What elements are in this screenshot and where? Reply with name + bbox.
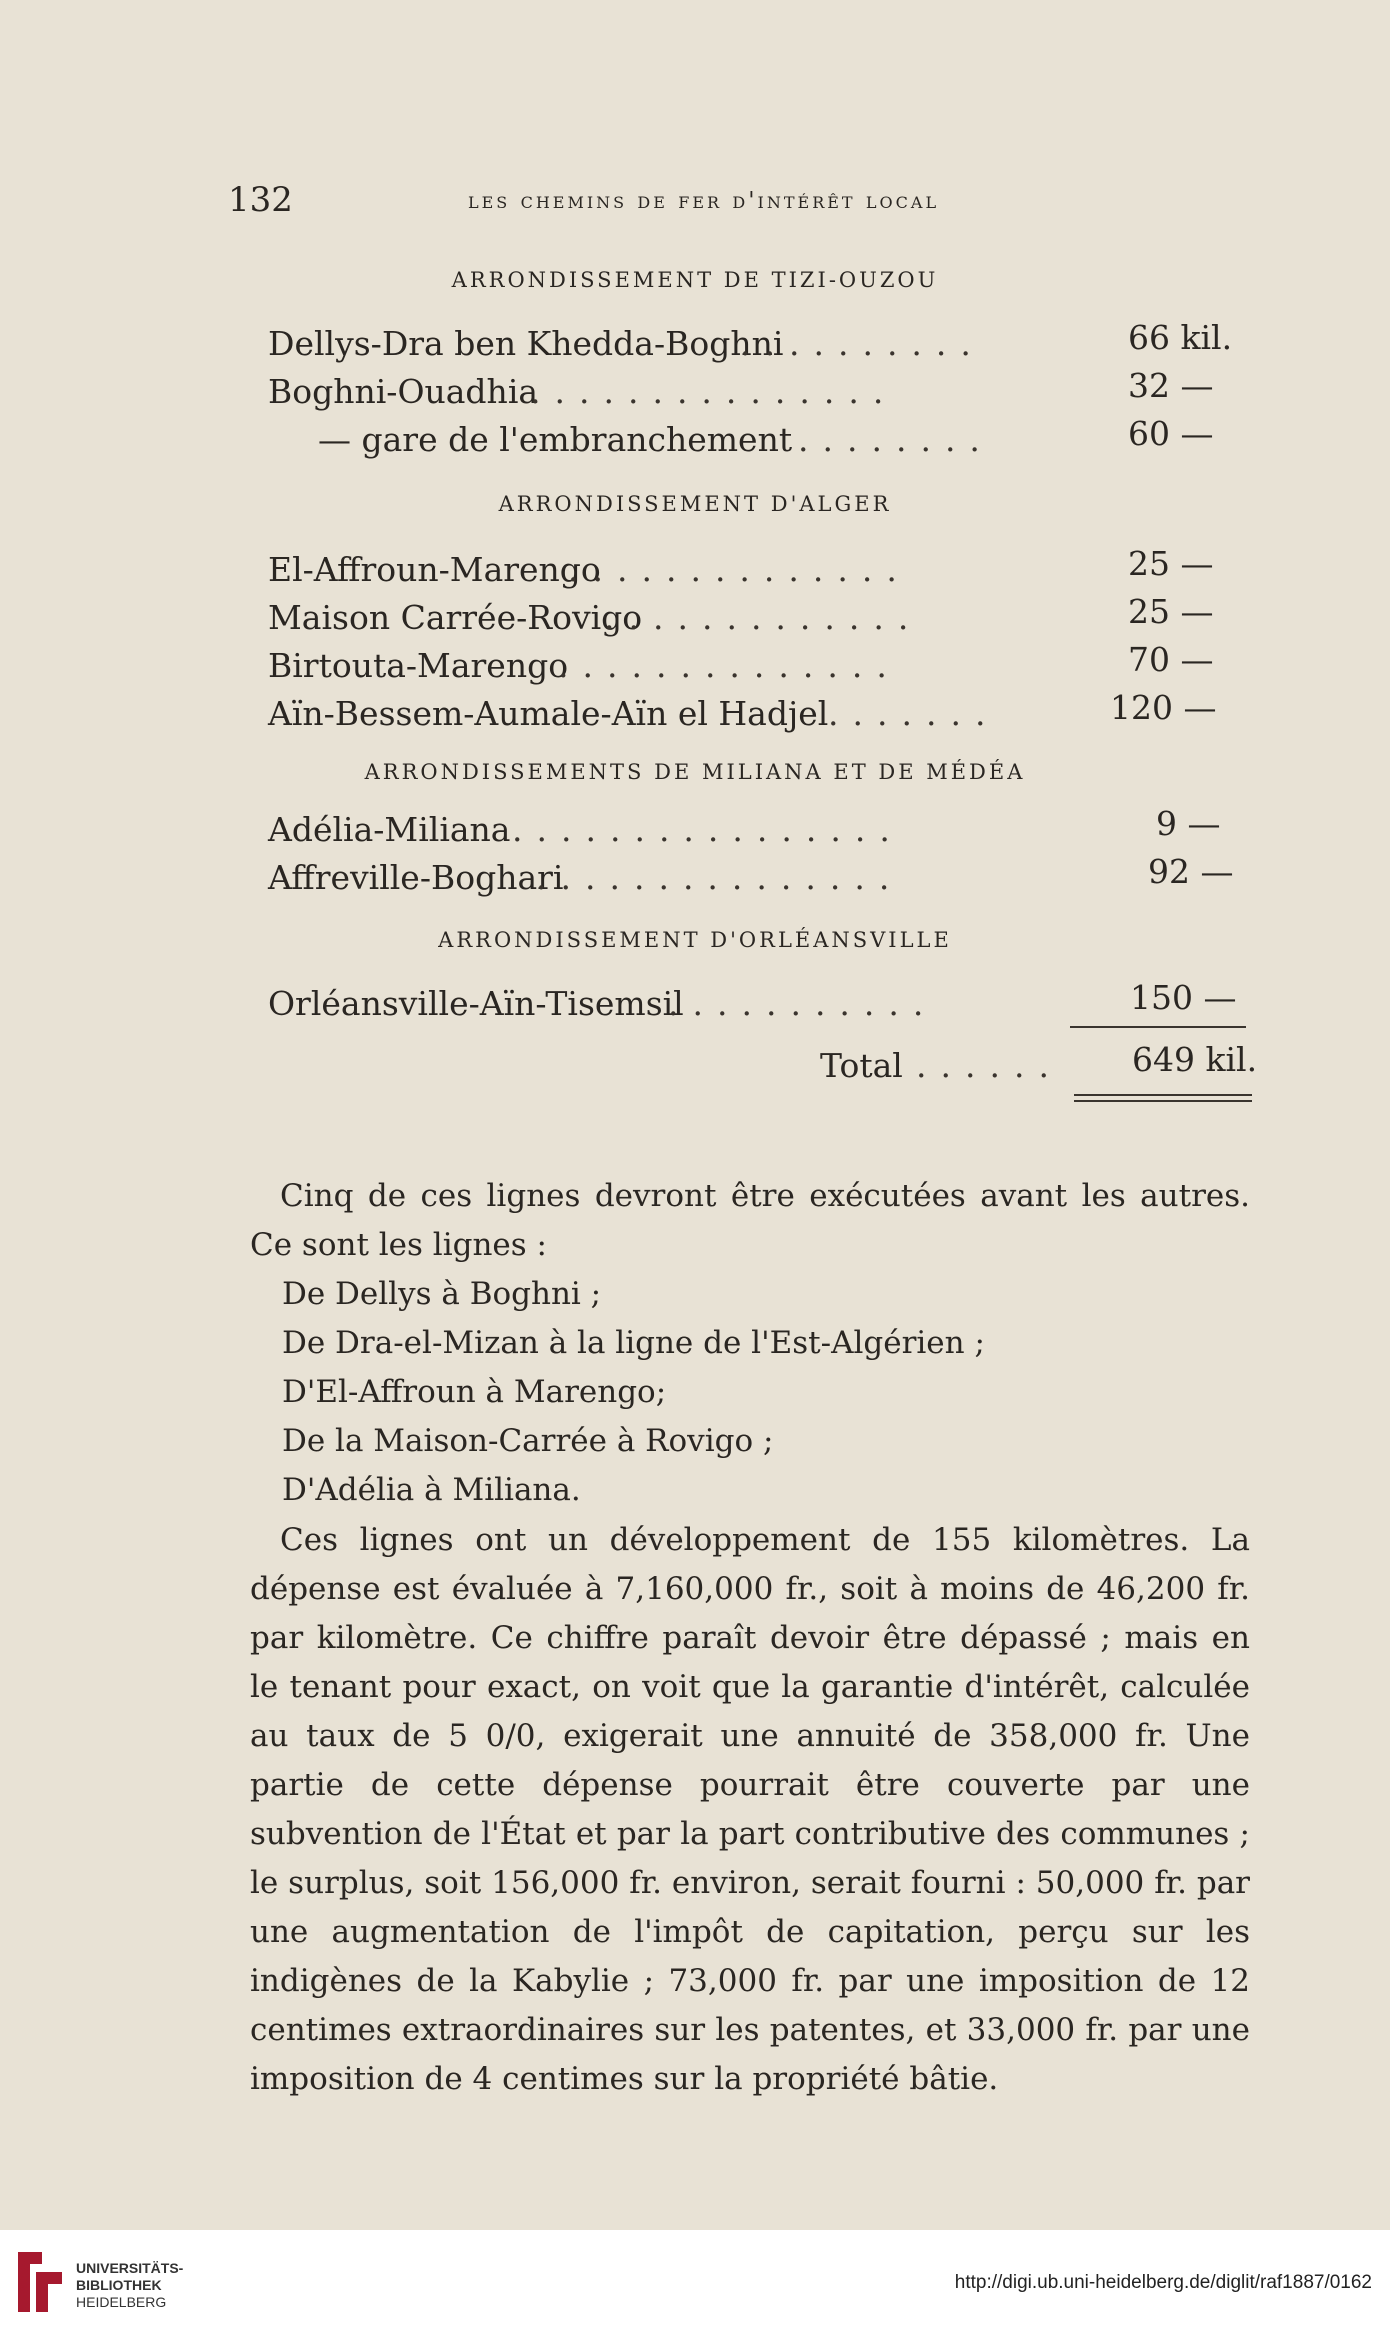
line-name: Orléansville-Aïn-Tisemsil [268, 984, 684, 1023]
list-item: D'Adélia à Miliana. [282, 1472, 581, 1508]
dot-leader: .............. [558, 646, 901, 685]
viewer-footer [0, 2230, 1390, 2339]
table-row [268, 688, 1268, 736]
line-name: El-Affroun-Marengo [268, 550, 601, 589]
line-list [282, 1270, 1182, 1515]
line-name: Dellys-Dra ben Khedda-Boghni [268, 324, 784, 363]
dot-leader: ................ [512, 810, 904, 849]
dot-leader: ........ [798, 420, 994, 459]
total-row [268, 1040, 1268, 1088]
body-paragraph: Ces lignes ont un développement de 155 kilomètres. La dépense est évaluée à 7,160,000 fr., soit à moins de 46,200 fr. par kilomètre. Ce chiffre paraît devoir être dépassé ; mais en le tenant pour exact, on voit que la garantie d'intérêt, calculée au taux de 5 0/0, exigerait une annuité de 358,000 fr. Une partie de cette dépense pourrait être couverte par une subvention de l'État et par la part contributive des communes ; le surplus, soit 156,000 fr. environ, serait fourni : 50,000 fr. par une augmentation de l'impôt de capitation, perçu sur les indigènes de la Kabylie ; 73,000 fr. par une imposition de 12 centimes extraordinaires sur les patentes, et 33,000 fr. par une imposition de 4 centimes sur la propriété bâtie. [250, 1522, 1250, 2097]
section-title: ARRONDISSEMENT D'ALGER [498, 492, 892, 516]
dot-leader: ....... [828, 694, 1000, 733]
dot-leader: ........... [668, 984, 938, 1023]
line-name: — gare de l'embranchement [318, 420, 793, 459]
page-number: 132 [228, 180, 293, 220]
dot-leader: ...... [916, 1046, 1063, 1085]
line-length: 9 — [1156, 804, 1221, 843]
line-name: Boghni-Ouadhia [268, 372, 539, 411]
permalink[interactable]: http://digi.ub.uni-heidelberg.de/diglit/raf1887/0162 [954, 2272, 1372, 2293]
line-name: Aïn-Bessem-Aumale-Aïn el Hadjel [268, 694, 829, 733]
table-row [268, 544, 1268, 592]
line-name: Maison Carrée-Rovigo [268, 598, 643, 637]
sum-rule [1070, 1026, 1246, 1028]
line-length: 32 — [1128, 366, 1214, 405]
dot-leader: ............. [604, 598, 923, 637]
total-label: Total [820, 1046, 903, 1085]
line-name: Affreville-Boghari [268, 858, 564, 897]
line-length: 150 — [1130, 978, 1237, 1017]
line-name: Birtouta-Marengo [268, 646, 569, 685]
list-item: De Dellys à Boghni ; [282, 1276, 602, 1312]
intro-paragraph: Cinq de ces lignes devront être exécutées avant les autres. Ce sont les lignes : [250, 1178, 1250, 1263]
running-title: les chemins de fer d'intérêt local [468, 188, 940, 214]
section-title: ARRONDISSEMENTS DE MILIANA ET DE MÉDÉA [364, 760, 1026, 784]
table-row [318, 414, 1318, 462]
library-name: UNIVERSITÄTS- BIBLIOTHEK HEIDELBERG [76, 2260, 184, 2310]
line-length: 70 — [1128, 640, 1214, 679]
line-length: 66 kil. [1128, 318, 1233, 357]
list-item: D'El-Affroun à Marengo; [282, 1374, 667, 1410]
line-length: 120 — [1110, 688, 1217, 727]
library-logo-icon [12, 2242, 68, 2322]
section-title: ARRONDISSEMENT D'ORLÉANSVILLE [438, 928, 952, 952]
list-item: De la Maison-Carrée à Rovigo ; [282, 1423, 774, 1459]
double-rule-top [1074, 1094, 1252, 1096]
table-row [268, 592, 1268, 640]
line-length: 25 — [1128, 592, 1214, 631]
table-row [268, 978, 1268, 1026]
line-name: Adélia-Miliana [268, 810, 511, 849]
dot-leader: .............. [568, 550, 911, 589]
list-item: De Dra-el-Mizan à la ligne de l'Est-Algérien ; [282, 1325, 985, 1361]
table-row [268, 852, 1268, 900]
page-header [228, 180, 1150, 240]
table-row [268, 366, 1268, 414]
double-rule-bottom [1074, 1100, 1252, 1102]
dot-leader: ............... [530, 372, 898, 411]
dot-leader: .......... [740, 324, 985, 363]
line-length: 25 — [1128, 544, 1214, 583]
table-row [268, 640, 1268, 688]
table-row [268, 318, 1268, 366]
total-value: 649 kil. [1132, 1040, 1258, 1079]
dot-leader: ............... [536, 858, 904, 897]
line-length: 60 — [1128, 414, 1214, 453]
table-row [268, 804, 1268, 852]
section-title: ARRONDISSEMENT DE TIZI-OUZOU [451, 268, 939, 292]
line-length: 92 — [1148, 852, 1234, 891]
